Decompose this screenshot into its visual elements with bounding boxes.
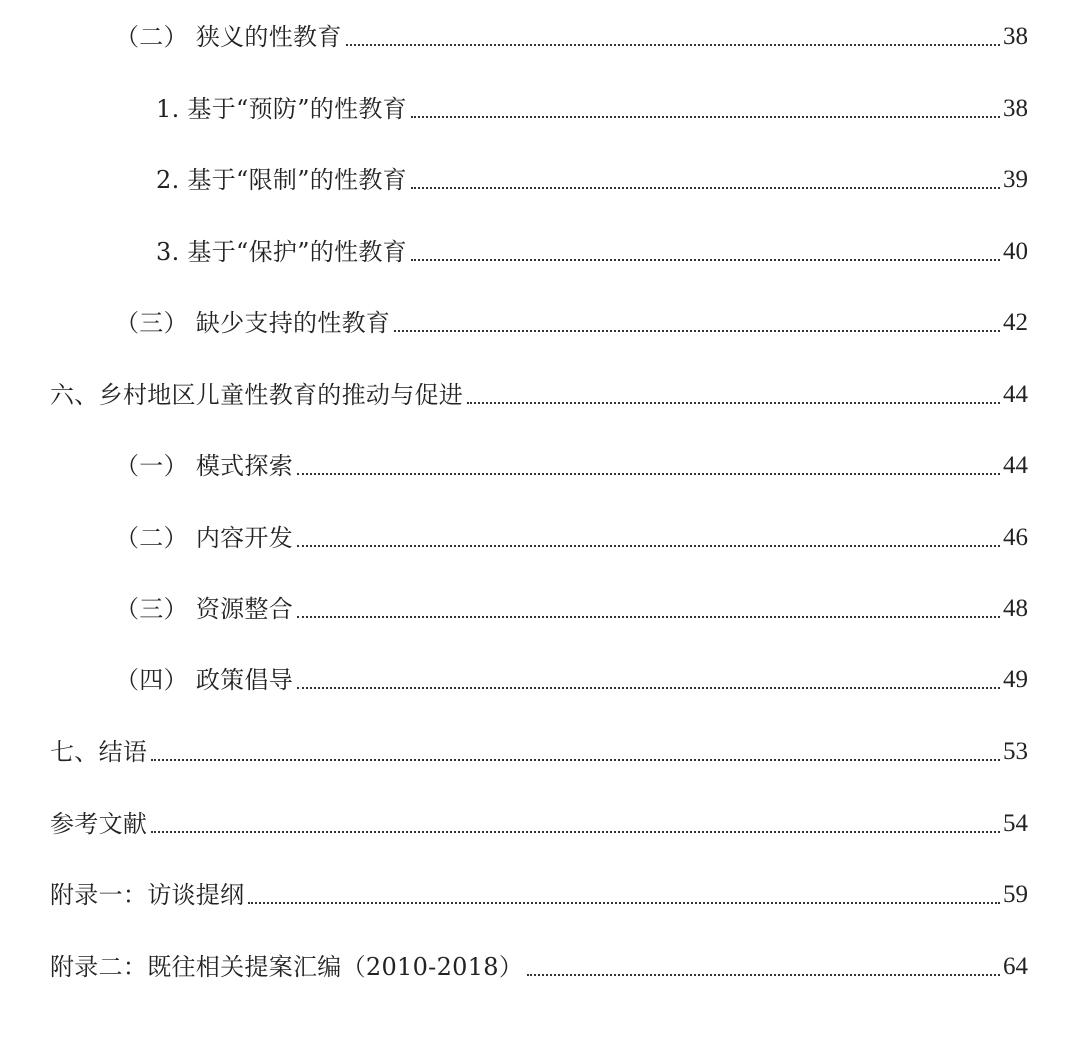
toc-entry-label: 参考文献 <box>50 810 148 838</box>
toc-entry-appendix-one[interactable] <box>0 872 1080 912</box>
dot-leader <box>297 687 1000 689</box>
toc-entry-label: （一） 模式探索 <box>115 452 294 480</box>
toc-entry-label: 附录一：访谈提纲 <box>50 881 245 909</box>
toc-entry-resource-integration[interactable] <box>0 586 1080 626</box>
dot-leader <box>297 616 1000 618</box>
toc-entry-label: 3. 基于“保护”的性教育 <box>156 238 407 266</box>
toc-entry-page-number: 64 <box>1003 953 1028 980</box>
toc-entry-page-number: 42 <box>1003 309 1028 336</box>
toc-entry-page-number: 53 <box>1003 738 1028 765</box>
toc-entry-label: （二） 内容开发 <box>115 524 294 552</box>
toc-entry-conclusion[interactable] <box>0 729 1080 769</box>
toc-entry-prevention-based[interactable] <box>0 86 1080 126</box>
toc-entry-page-number: 46 <box>1003 524 1028 551</box>
dot-leader <box>527 974 1000 976</box>
toc-entry-label: （三） 资源整合 <box>115 595 294 623</box>
dot-leader <box>411 259 1000 261</box>
dot-leader <box>297 545 1000 547</box>
dot-leader <box>248 902 1000 904</box>
toc-entry-narrow-sex-education[interactable] <box>0 14 1080 54</box>
toc-entry-page-number: 44 <box>1003 452 1028 479</box>
toc-entry-restriction-based[interactable] <box>0 157 1080 197</box>
toc-entry-policy-advocacy[interactable] <box>0 657 1080 697</box>
dot-leader <box>346 44 1000 46</box>
dot-leader <box>297 473 1000 475</box>
toc-entry-label: 六、乡村地区儿童性教育的推动与促进 <box>50 381 464 409</box>
toc-entry-label: （三） 缺少支持的性教育 <box>115 309 391 337</box>
toc-entry-appendix-two[interactable] <box>0 944 1080 984</box>
toc-entry-page-number: 40 <box>1003 238 1028 265</box>
dot-leader <box>151 831 1000 833</box>
toc-entry-page-number: 59 <box>1003 881 1028 908</box>
toc-entry-page-number: 38 <box>1003 23 1028 50</box>
toc-entry-protection-based[interactable] <box>0 229 1080 269</box>
toc-entry-page-number: 38 <box>1003 95 1028 122</box>
toc-entry-page-number: 48 <box>1003 595 1028 622</box>
toc-entry-label: 1. 基于“预防”的性教育 <box>156 95 407 123</box>
toc-entry-unsupported-sex-education[interactable] <box>0 300 1080 340</box>
toc-entry-page-number: 49 <box>1003 666 1028 693</box>
dot-leader <box>411 116 1000 118</box>
toc-entry-page-number: 44 <box>1003 381 1028 408</box>
dot-leader <box>467 402 1000 404</box>
toc-entry-label: 2. 基于“限制”的性教育 <box>156 166 407 194</box>
toc-entry-page-number: 54 <box>1003 810 1028 837</box>
toc-entry-references[interactable] <box>0 801 1080 841</box>
toc-entry-label: （四） 政策倡导 <box>115 666 294 694</box>
toc-entry-content-development[interactable] <box>0 515 1080 555</box>
toc-entry-label: 附录二：既往相关提案汇编（2010-2018） <box>50 953 524 981</box>
toc-entry-label: 七、结语 <box>50 738 148 766</box>
toc-entry-chapter-six[interactable] <box>0 372 1080 412</box>
dot-leader <box>411 187 1000 189</box>
dot-leader <box>151 759 1000 761</box>
toc-entry-page-number: 39 <box>1003 166 1028 193</box>
toc-entry-label: （二） 狭义的性教育 <box>115 23 342 51</box>
toc-entry-model-exploration[interactable] <box>0 443 1080 483</box>
dot-leader <box>394 330 1000 332</box>
